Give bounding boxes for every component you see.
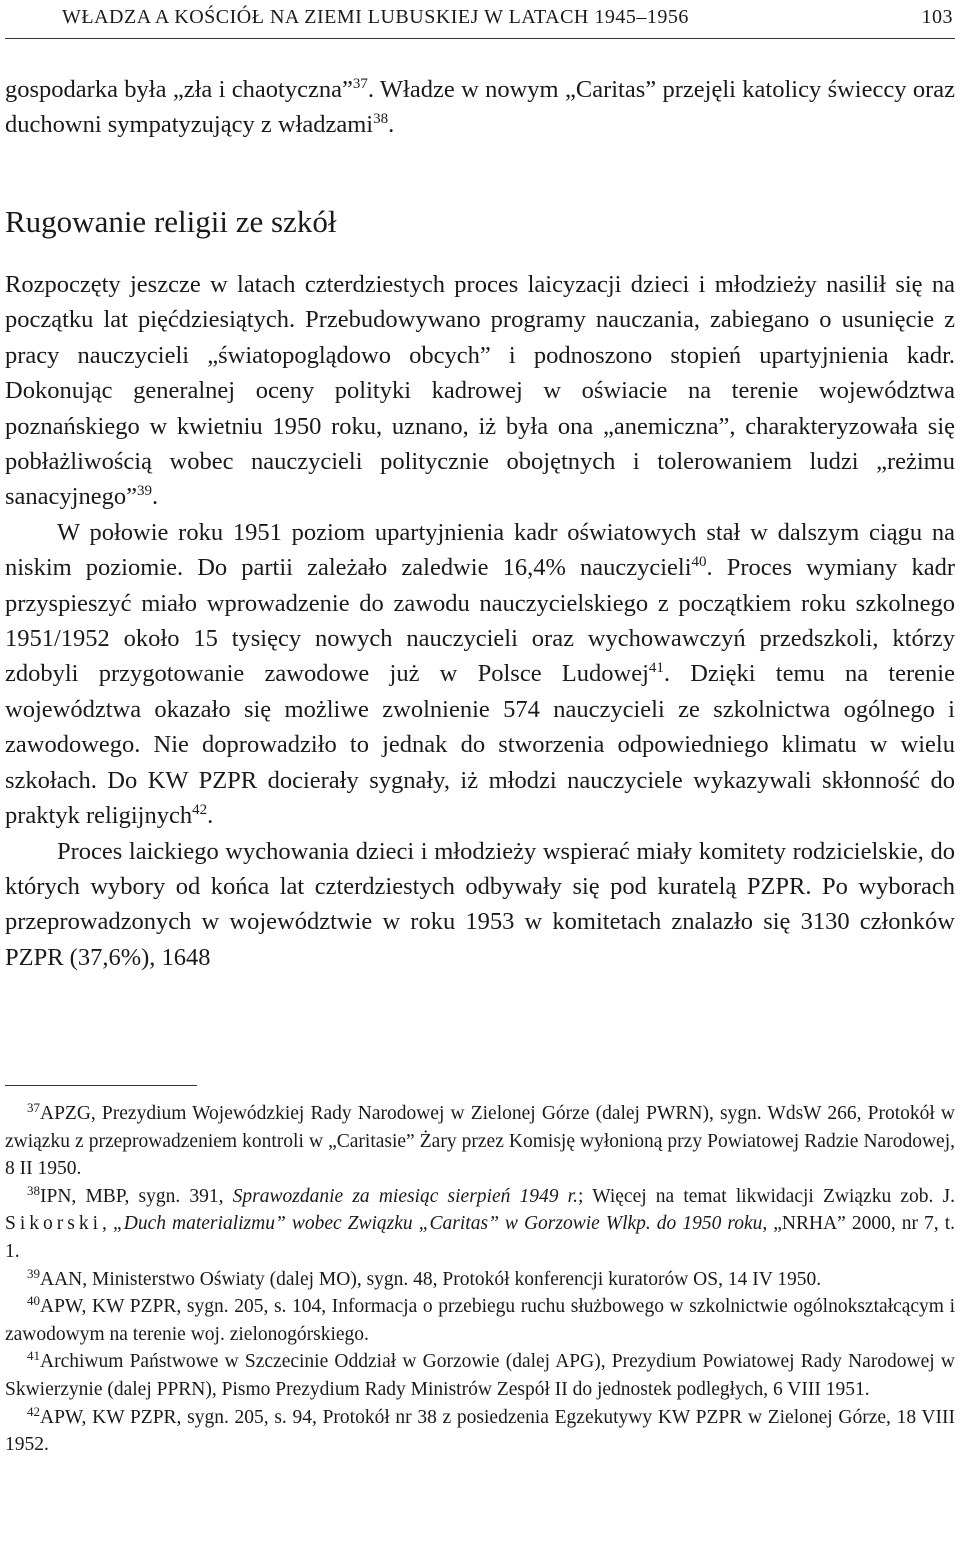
- section-heading: Rugowanie religii ze szkół: [5, 204, 337, 239]
- paragraph-2: W połowie roku 1951 poziom upartyjnienia kadr oświatowych stał w dalszym ciągu na niskim poziomie. Do partii zależało zaledwie 16,4% nauczycieli$^{40}$. Proces wymiany kadr przyspieszyć miało wprowadzenie do zawodu nauczycielskiego z początkiem roku szkolnego 1951/1952 około 15 tysięcy nowych nauczycieli oraz wychowawczyń przedszkoli, którzy zdobyli przygotowanie zawodowe już w Polsce Ludowej$^{41}$. Dzięki temu na terenie województwa okazało się możliwe zwolnienie 574 nauczycieli ze szkolnictwa ogólnego i zawodowego. Nie doprowadziło to jednak do stworzenia odpowiedniego klimatu w wielu szkołach. Do KW PZPR docierały sygnały, iż młodzi nauczyciele wykazywali skłonność do praktyk religijnych$^{42}$.: [5, 518, 955, 830]
- footnote-ref-42[interactable]: 42: [192, 802, 208, 819]
- footnote-ref-39[interactable]: 39: [136, 483, 152, 500]
- footnote-38: $^{38}$IPN, MBP, sygn. 391, Sprawozdanie za miesiąc sierpień 1949 r.; Więcej na temat likwidacji Związku zob. J. Sikorski, „Duch materializmu” wobec Związku „Caritas” w Gorzowie Wlkp. do 1950 roku, „NRHA” 2000, nr 7, t. 1.: [5, 1182, 955, 1262]
- footnote-42: $^{42}$APW, KW PZPR, sygn. 205, s. 94, Protokół nr 38 z posiedzenia Egzekutywy KW PZPR w Zielonej Górze, 18 VIII 1952.: [5, 1403, 955, 1456]
- intro-block: [5, 72, 955, 143]
- footnote-ref-37[interactable]: 37: [352, 76, 368, 92]
- section-body: [5, 267, 955, 975]
- paragraph-1: Rozpoczęty jeszcze w latach czterdziestych proces laicyzacji dzieci i młodzieży nasilił się na początku lat pięćdziesiątych. Przebudowywano programy nauczania, zabiegano o usunięcie z pracy nauczycieli „światopoglądowo obcych” i podnoszono stopień upartyjnienia kadr. Dokonując generalnej oceny polityki kadrowej w oświacie na terenie województwa poznańskiego w kwietniu 1950 roku, uznano, iż była ona „anemiczna”, charakteryzowała się pobłażliwością wobec nauczycieli politycznie obojętnych i tolerowaniem ludzi „reżimu sanacyjnego”$^{39}$.: [5, 271, 955, 511]
- footnote-number: 38: [27, 1182, 40, 1198]
- header-rule: [5, 38, 955, 39]
- footnote-ref-38[interactable]: 38: [373, 111, 389, 128]
- footnote-39: $^{39}$AAN, Ministerstwo Oświaty (dalej MO), sygn. 48, Protokół konferencji kuratorów OS, 14 IV 1950.: [27, 1265, 822, 1290]
- cited-title: Sprawozdanie za miesiąc sierpień 1949 r.: [232, 1185, 578, 1207]
- footnote-41: $^{41}$Archiwum Państwowe w Szczecinie Oddział w Gorzowie (dalej APG), Prezydium Powiatowej Rady Narodowej w Skwierzynie (dalej PPRN), Pismo Prezydium Rady Ministrów Zespół II do jednostek podległych, 6 VIII 1951.: [5, 1348, 955, 1400]
- author-name: Sikorski: [5, 1213, 103, 1235]
- running-header-title: WŁADZA A KOŚCIÓŁ NA ZIEMI LUBUSKIEJ W LATACH 1945–1956: [62, 6, 689, 28]
- footnote-number: 42: [27, 1403, 40, 1419]
- footnote-rule: [5, 1085, 197, 1086]
- footnote-number: 39: [27, 1265, 40, 1281]
- footnote-40: $^{40}$APW, KW PZPR, sygn. 205, s. 104, Informacja o przebiegu ruchu służbowego w szkolnictwie ogólnokształcącym i zawodowym na terenie woj. zielonogórskiego.: [5, 1293, 955, 1345]
- page-number: 103: [921, 6, 953, 28]
- footnote-number: 41: [27, 1348, 40, 1364]
- cited-title: „Duch materializmu” wobec Związku „Caritas” w Gorzowie Wlkp. do 1950 roku: [112, 1213, 763, 1235]
- footnote-37: $^{37}$APZG, Prezydium Wojewódzkiej Rady Narodowej w Zielonej Górze (dalej PWRN), sygn. WdsW 266, Protokół w związku z przeprowadzeniem kontroli w „Caritasie” Żary przez Komisję wyłonioną przy Powiatowej Radzie Narodowej, 8 II 1950.: [5, 1100, 955, 1180]
- footnotes: [5, 1100, 955, 1459]
- paragraph-3: Proces laickiego wychowania dzieci i młodzieży wspierać miały komitety rodzicielskie, do których wybory od końca lat czterdziestych odbywały się pod kuratelą PZPR. Po wyborach przeprowadzonych w województwie w roku 1953 w komitetach znalazło się 3130 członków PZPR (37,6%), 1648: [5, 837, 955, 971]
- footnote-number: 37: [27, 1100, 40, 1115]
- running-header: [5, 6, 955, 36]
- intro-paragraph: gospodarka była „zła i chaotyczna”$^{37}$. Władze w nowym „Caritas” przejęli katolicy świeccy oraz duchowni sympatyzujący z władzami$^{38}$.: [5, 76, 955, 139]
- footnote-ref-41[interactable]: 41: [648, 660, 664, 677]
- footnote-ref-40[interactable]: 40: [691, 554, 707, 571]
- footnote-number: 40: [27, 1293, 40, 1309]
